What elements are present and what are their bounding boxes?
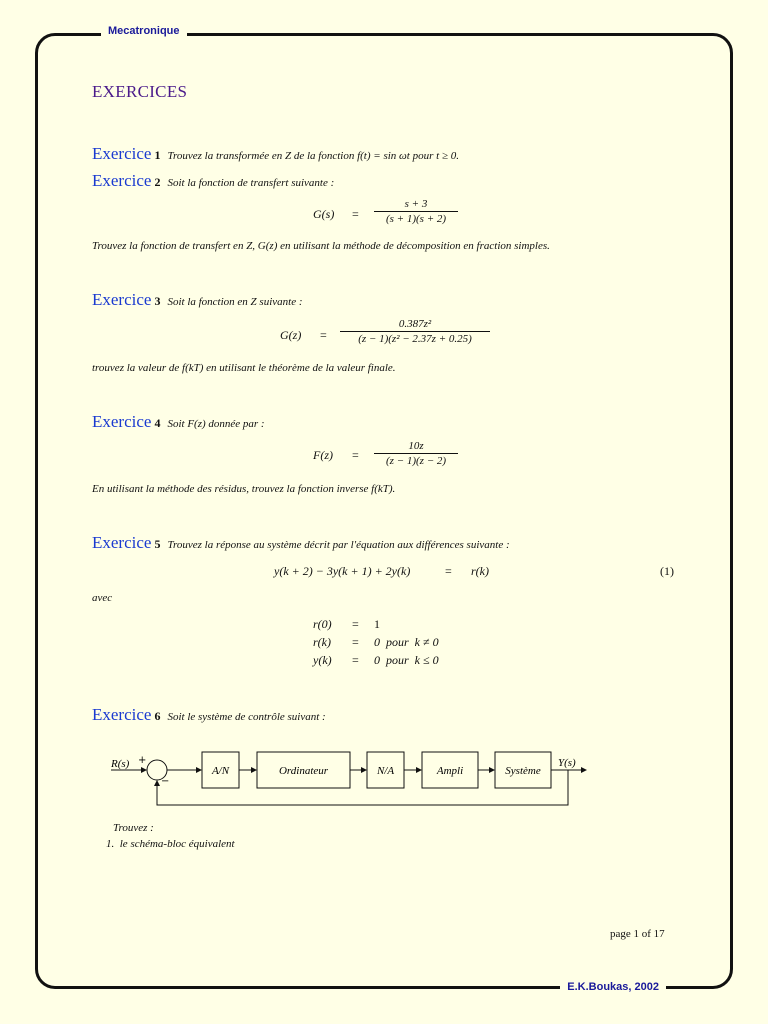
page-counter: page 1 of 17	[610, 928, 665, 940]
exercise-statement: Soit F(z) donnée par :	[167, 418, 265, 430]
condition-rhs: 1	[374, 617, 380, 631]
equation-equals: =	[445, 564, 452, 578]
condition-equals: =	[352, 653, 359, 667]
exercise-number: 6	[154, 709, 161, 723]
equation-equals: =	[320, 328, 327, 342]
exercise-word: Exercice	[92, 533, 152, 552]
condition-lhs: r(0)	[313, 617, 332, 631]
exercise-word: Exercice	[92, 412, 152, 431]
fraction-numerator: 10z	[408, 440, 424, 452]
equation-equals: =	[352, 207, 359, 221]
difference-equation-lhs: y(k + 2) − 3y(k + 1) + 2y(k)	[274, 564, 411, 578]
fraction-numerator: 0.387z²	[398, 318, 432, 330]
block-an-label: A/N	[211, 765, 230, 777]
fraction-denominator: (z − 1)(z − 2)	[385, 455, 447, 467]
condition-lhs: y(k)	[313, 653, 332, 667]
block-na-label: N/A	[376, 765, 395, 777]
equation-lhs: G(z)	[280, 328, 302, 342]
equation-lhs: F(z)	[313, 448, 333, 462]
exercise-statement: Soit la fonction en Z suivante :	[167, 296, 303, 308]
page-title: EXERCICES	[92, 82, 188, 101]
course-header: Mecatronique	[101, 25, 187, 37]
condition-rhs: 0 pour k ≤ 0	[374, 653, 439, 667]
input-label: R(s)	[111, 758, 130, 770]
condition-equals: =	[352, 617, 359, 631]
exercise-number: 3	[154, 294, 161, 308]
exercise-word: Exercice	[92, 171, 152, 190]
fraction-denominator: (s + 1)(s + 2)	[385, 213, 447, 225]
exercise-statement: Trouvez la réponse au système décrit par l'équation aux différences suivante :	[167, 539, 510, 551]
equation-lhs: G(s)	[313, 207, 335, 221]
condition-equals: =	[352, 635, 359, 649]
author-footer: E.K.Boukas, 2002	[560, 981, 666, 993]
block-ordinateur-label: Ordinateur	[278, 765, 329, 777]
equation-equals: =	[352, 448, 359, 462]
difference-equation-rhs: r(k)	[471, 564, 489, 578]
exercise-word: Exercice	[92, 705, 152, 724]
exercise-followup: En utilisant la méthode des résidus, trouvez la fonction inverse f(kT).	[92, 483, 396, 495]
output-label: Y(s)	[558, 757, 576, 769]
exercise-statement: Trouvez la transformée en Z de la fonction f(t) = sin ωt pour t ≥ 0.	[167, 150, 459, 162]
exercise-followup: trouvez la valeur de f(kT) en utilisant le théorème de la valeur finale.	[92, 362, 396, 374]
fraction-numerator: s + 3	[404, 198, 428, 210]
exercise-statement: Soit la fonction de transfert suivante :	[167, 177, 335, 189]
fraction-denominator: (z − 1)(z² − 2.37z + 0.25)	[358, 333, 472, 345]
exercise-word: Exercice	[92, 144, 152, 163]
condition-lhs: r(k)	[313, 635, 331, 649]
exercise-number: 4	[154, 416, 161, 430]
minus-sign: −	[161, 776, 170, 787]
block-ampli-label: Ampli	[436, 765, 464, 777]
plus-sign: +	[138, 755, 147, 766]
condition-rhs: 0 pour k ≠ 0	[374, 635, 439, 649]
exercise-followup: Trouvez la fonction de transfert en Z, G(z) en utilisant la méthode de décomposition en fraction simples.	[92, 240, 550, 252]
exercise-word: Exercice	[92, 290, 152, 309]
block-systeme-label: Système	[505, 765, 541, 777]
list-item: 1. le schéma-bloc équivalent	[106, 838, 235, 850]
exercise-followup: Trouvez :	[113, 822, 154, 834]
exercise-followup: avec	[92, 592, 113, 604]
exercise-number: 5	[154, 537, 161, 551]
equation-number: (1)	[660, 564, 674, 578]
exercise-statement: Soit le système de contrôle suivant :	[167, 711, 326, 723]
exercise-number: 1	[154, 148, 161, 162]
exercise-number: 2	[154, 175, 161, 189]
